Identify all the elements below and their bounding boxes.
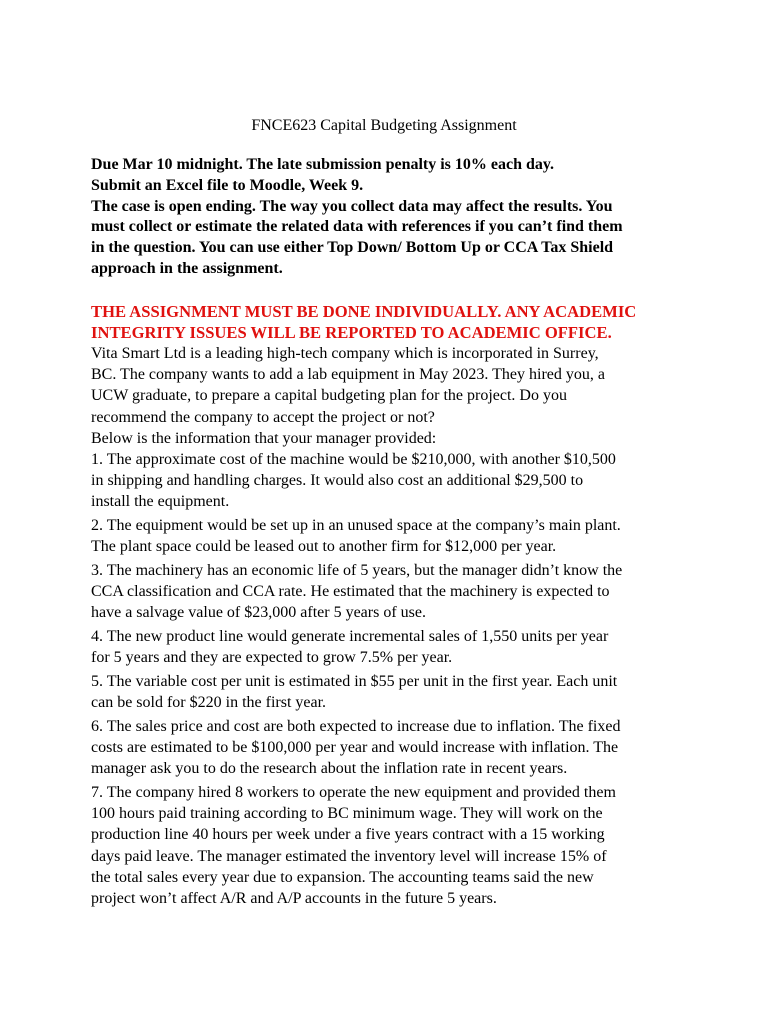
due-date-line: Due Mar 10 midnight. The late submission penalty is 10% each day.	[91, 156, 555, 173]
case-line: Below is the information that your manager provided:	[91, 429, 437, 447]
case-line: UCW graduate, to prepare a capital budgeting plan for the project. Do you	[91, 387, 567, 405]
item-2-line: The plant space could be leased out to another firm for $12,000 per year.	[91, 538, 557, 556]
warning-line: THE ASSIGNMENT MUST BE DONE INDIVIDUALLY. ANY ACADEMIC	[91, 302, 637, 321]
item-7-line: project won’t affect A/R and A/P accounts in the future 5 years.	[91, 890, 497, 908]
item-1-line: install the equipment.	[91, 493, 230, 511]
case-body	[91, 343, 691, 909]
item-3-line: CCA classification and CCA rate. He estimated that the machinery is expected to	[91, 583, 610, 601]
item-7-line: production line 40 hours per week under a five years contract with a 15 working	[91, 826, 605, 844]
item-7-line: days paid leave. The manager estimated the inventory level will increase 15% of	[91, 847, 607, 865]
instructions-line: The case is open ending. The way you collect data may affect the results. You	[91, 197, 613, 215]
item-6-line: manager ask you to do the research about the inflation rate in recent years.	[91, 760, 568, 778]
item-7-line: 7. The company hired 8 workers to operate the new equipment and provided them	[91, 784, 616, 802]
submission-line: Submit an Excel file to Moodle, Week 9.	[91, 176, 364, 194]
item-3-line: 3. The machinery has an economic life of 5 years, but the manager didn’t know the	[91, 562, 623, 580]
instructions-line: approach in the assignment.	[91, 259, 283, 277]
instructions-line: must collect or estimate the related data with references if you can’t find them	[91, 218, 623, 236]
item-6-line: 6. The sales price and cost are both expected to increase due to inflation. The fixed	[91, 717, 621, 735]
item-5-line: 5. The variable cost per unit is estimated in $55 per unit in the first year. Each unit	[91, 673, 618, 691]
item-5-line: can be sold for $220 in the first year.	[91, 694, 327, 712]
item-1-line: in shipping and handling charges. It would also cost an additional $29,500 to	[91, 472, 584, 490]
item-2-line: 2. The equipment would be set up in an unused space at the company’s main plant.	[91, 517, 621, 535]
warning-line: INTEGRITY ISSUES WILL BE REPORTED TO ACADEMIC OFFICE.	[91, 323, 612, 343]
item-1-line: 1. The approximate cost of the machine would be $210,000, with another $10,500	[91, 451, 616, 469]
instructions-line: in the question. You can use either Top Down/ Bottom Up or CCA Tax Shield	[91, 239, 614, 257]
item-7-line: the total sales every year due to expansion. The accounting teams said the new	[91, 868, 594, 886]
document-title: FNCE623 Capital Budgeting Assignment	[251, 117, 517, 134]
case-line: BC. The company wants to add a lab equipment in May 2023. They hired you, a	[91, 366, 605, 384]
case-line: recommend the company to accept the project or not?	[91, 408, 435, 426]
integrity-warning	[91, 301, 691, 343]
item-3-line: have a salvage value of $23,000 after 5 years of use.	[91, 604, 426, 622]
item-7-line: 100 hours paid training according to BC minimum wage. They will work on the	[91, 805, 603, 823]
instructions-block	[91, 155, 691, 280]
item-6-line: costs are estimated to be $100,000 per year and would increase with inflation. The	[91, 739, 619, 757]
item-4-line: for 5 years and they are expected to grow 7.5% per year.	[91, 649, 453, 667]
item-4-line: 4. The new product line would generate incremental sales of 1,550 units per year	[91, 628, 609, 646]
case-line: Vita Smart Ltd is a leading high-tech company which is incorporated in Surrey,	[91, 345, 599, 362]
